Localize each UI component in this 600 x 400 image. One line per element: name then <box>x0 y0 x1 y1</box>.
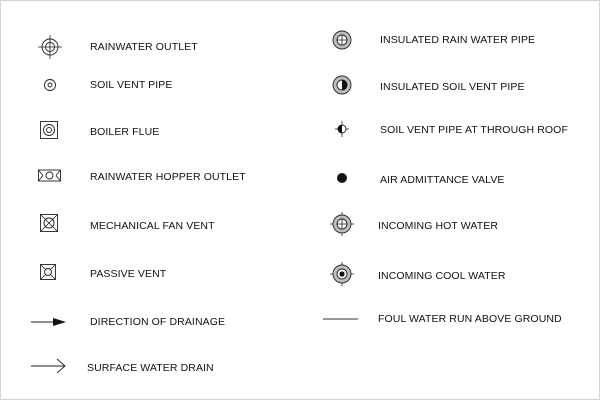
direction-of-drainage-arrow-icon <box>31 315 67 329</box>
legend-label-incoming-cool-water: INCOMING COOL WATER <box>378 270 506 282</box>
boiler-flue-icon <box>39 120 59 140</box>
incoming-cool-water-icon <box>330 262 354 286</box>
incoming-hot-water-icon <box>330 212 354 236</box>
foul-water-run-line-icon <box>323 314 359 324</box>
legend-label-soil-vent-pipe-through-roof: SOIL VENT PIPE AT THROUGH ROOF <box>380 124 568 136</box>
legend-label-incoming-hot-water: INCOMING HOT WATER <box>378 220 499 232</box>
rainwater-hopper-outlet-icon <box>37 168 63 184</box>
legend-label-direction-of-drainage: DIRECTION OF DRAINAGE <box>90 316 226 328</box>
legend-label-air-admittance-valve: AIR ADMITTANCE VALVE <box>380 174 505 186</box>
passive-vent-icon <box>39 263 57 281</box>
soil-vent-pipe-icon <box>42 77 58 93</box>
surface-water-drain-arrow-icon <box>31 357 67 375</box>
legend-label-foul-water-run-above-ground: FOUL WATER RUN ABOVE GROUND <box>378 313 562 325</box>
insulated-rain-water-pipe-icon <box>331 29 353 51</box>
mechanical-fan-vent-icon <box>39 213 59 233</box>
legend-label-soil-vent-pipe: SOIL VENT PIPE <box>90 79 173 91</box>
legend-label-surface-water-drain: SURFACE WATER DRAIN <box>87 362 214 374</box>
insulated-soil-vent-pipe-icon <box>331 74 353 96</box>
legend-label-boiler-flue: BOILER FLUE <box>90 126 160 138</box>
legend-label-mechanical-fan-vent: MECHANICAL FAN VENT <box>90 220 215 232</box>
air-admittance-valve-icon <box>335 171 349 185</box>
legend-label-rainwater-outlet: RAINWATER OUTLET <box>90 41 198 53</box>
legend-label-rainwater-hopper-outlet: RAINWATER HOPPER OUTLET <box>90 171 246 183</box>
soil-vent-pipe-through-roof-icon <box>333 120 351 138</box>
legend-label-passive-vent: PASSIVE VENT <box>90 268 167 280</box>
rainwater-outlet-icon <box>37 35 63 59</box>
legend-label-insulated-rain-water-pipe: INSULATED RAIN WATER PIPE <box>380 34 536 46</box>
legend-label-insulated-soil-vent-pipe: INSULATED SOIL VENT PIPE <box>380 81 525 93</box>
